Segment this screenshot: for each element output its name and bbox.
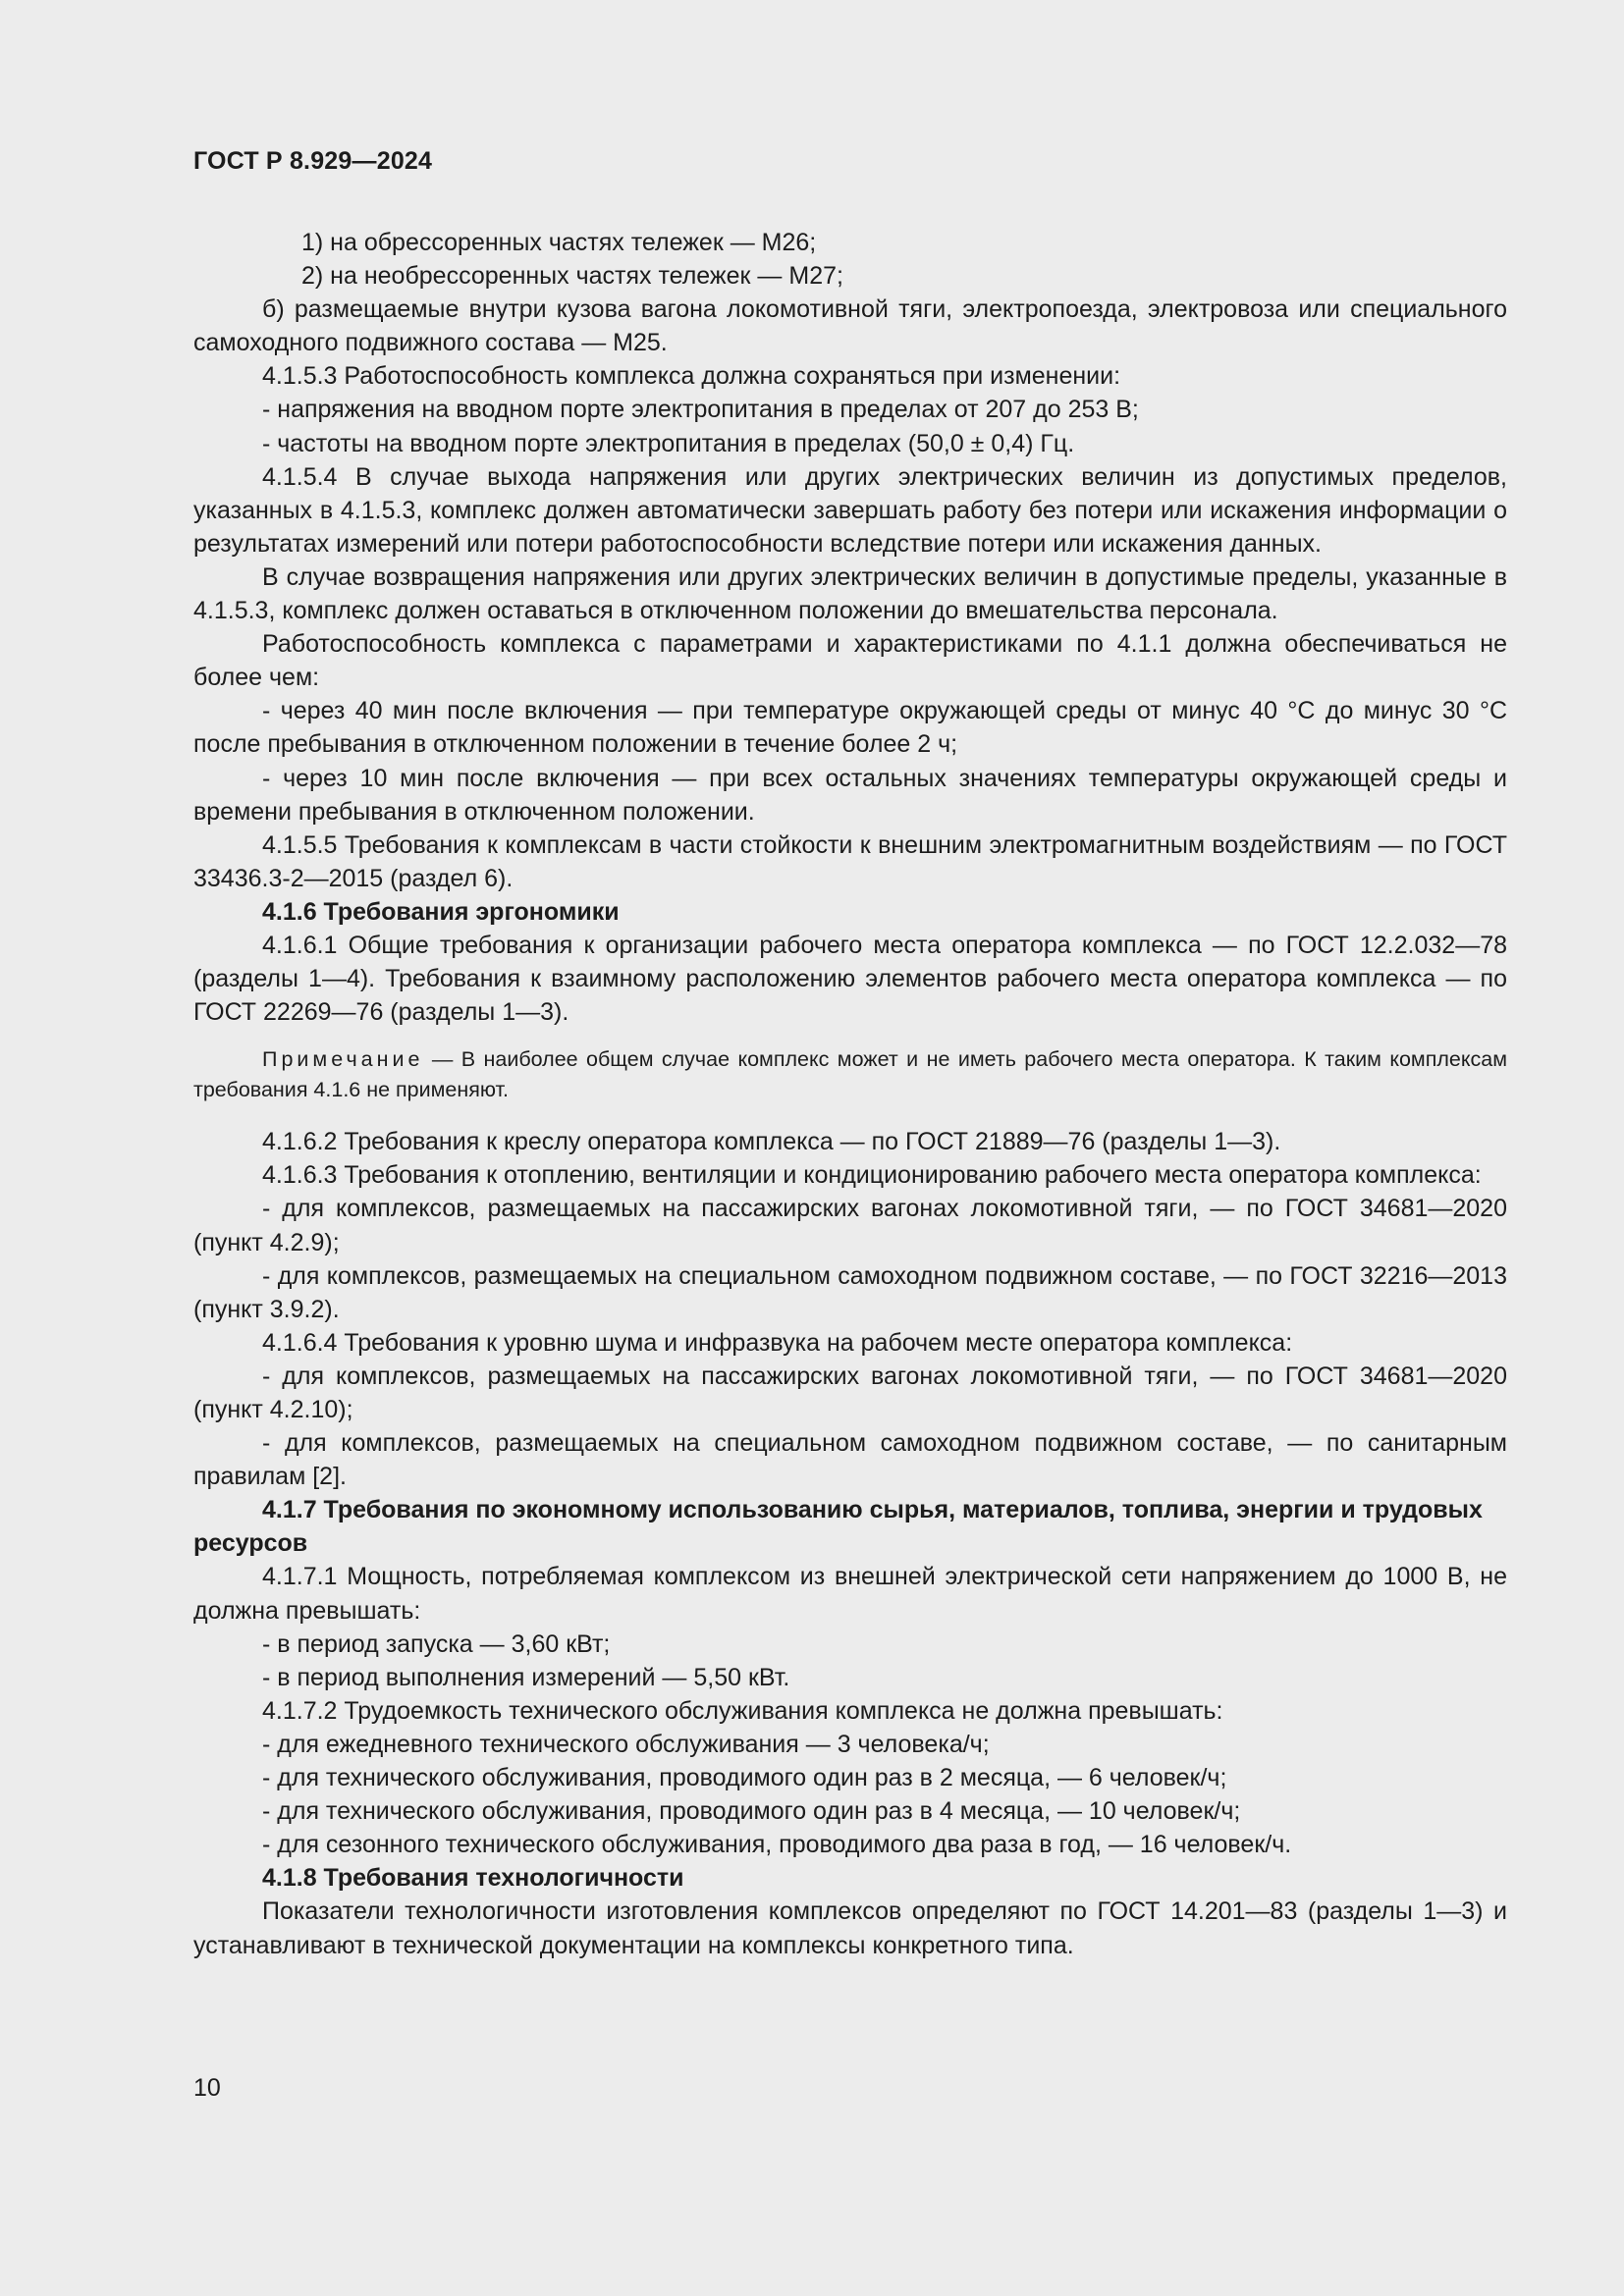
section-heading: 4.1.7 Требования по экономному использованию сырья, материалов, топлива, энергии и трудовых ресурсов [193,1496,1483,1558]
list-item: - в период запуска — 3,60 кВт; [262,1629,611,1658]
paragraph: Работоспособность комплекса с параметрами и характеристиками по 4.1.1 должна обеспечиваться не более чем: [193,630,1507,692]
note-paragraph [193,1044,1507,1105]
list-item: - через 40 мин после включения — при температуре окружающей среды от минус 40 °С до минус 30 °С после пребывания в отключенном положении в течение более 2 ч; [193,697,1507,759]
list-item: - для комплексов, размещаемых на специальном самоходном подвижном составе, — по санитарным правилам [2]. [193,1429,1507,1491]
list-item: - в период выполнения измерений — 5,50 кВт. [262,1663,790,1691]
note-label: Примечание [262,1047,424,1072]
list-item: - для технического обслуживания, проводимого один раз в 2 месяца, — 6 человек/ч; [262,1764,1227,1792]
list-item: - напряжения на вводном порте электропитания в пределах от 207 до 253 В; [262,396,1139,424]
paragraph: 4.1.6.2 Требования к креслу оператора комплекса — по ГОСТ 21889—76 (разделы 1—3). [262,1128,1281,1156]
sub-list-item: 1) на обрессоренных частях тележек — М26; [301,229,817,256]
list-item: - для ежедневного технического обслуживания — 3 человека/ч; [262,1730,990,1758]
section-heading: 4.1.6 Требования эргономики [262,897,620,926]
list-item: - для комплексов, размещаемых на пассажирских вагонах локомотивной тяги, — по ГОСТ 34681—2020 (пункт 4.2.9); [193,1195,1507,1256]
paragraph: 4.1.5.4 В случае выхода напряжения или других электрических величин из допустимых пределов, указанных в 4.1.5.3, комплекс должен автоматически завершать работу без потери или искажения информации о результатах измерений или потери работоспособности вследствие потери или искажения данных. [193,462,1507,558]
section-heading: 4.1.8 Требования технологичности [262,1864,684,1893]
paragraph: В случае возвращения напряжения или других электрических величин в допустимые пределы, указанные в 4.1.5.3, комплекс должен оставаться в отключенном положении до вмешательства персонала. [193,562,1507,625]
paragraph: 4.1.7.2 Трудоемкость технического обслуживания комплекса не должна превышать: [262,1696,1223,1725]
list-item: - частоты на вводном порте электропитания в пределах (50,0 ± 0,4) Гц. [262,429,1075,457]
paragraph: 4.1.5.5 Требования к комплексам в части стойкости к внешним электромагнитным воздействиям — по ГОСТ 33436.3-2—2015 (раздел 6). [193,830,1507,892]
list-item: - для комплексов, размещаемых на специальном самоходном подвижном составе, — по ГОСТ 32216—2013 (пункт 3.9.2). [193,1261,1507,1323]
document-header: ГОСТ Р 8.929—2024 [193,147,433,175]
paragraph: 4.1.6.3 Требования к отоплению, вентиляции и кондиционированию рабочего места оператора комплекса: [262,1161,1482,1190]
list-item: - для комплексов, размещаемых на пассажирских вагонах локомотивной тяги, — по ГОСТ 34681—2020 (пункт 4.2.10); [193,1362,1507,1423]
sub-list-item: 2) на необрессоренных частях тележек — М27; [301,262,843,291]
paragraph: 4.1.7.1 Мощность, потребляемая комплексом из внешней электрической сети напряжением до 1000 В, не должна превышать: [193,1563,1507,1625]
list-item: - для технического обслуживания, проводимого один раз в 4 месяца, — 10 человек/ч; [262,1797,1241,1826]
page-number: 10 [193,2074,221,2102]
paragraph: 4.1.6.4 Требования к уровню шума и инфразвука на рабочем месте оператора комплекса: [262,1328,1293,1357]
document-body [193,226,1507,1962]
paragraph: 4.1.5.3 Работоспособность комплекса должна сохраняться при изменении: [262,362,1121,391]
list-item: - для сезонного технического обслуживания, проводимого два раза в год, — 16 человек/ч. [262,1831,1292,1859]
paragraph: 4.1.6.1 Общие требования к организации рабочего места оператора комплекса — по ГОСТ 12.2.032—78 (разделы 1—4). Требования к взаимному расположению элементов рабочего места оператора комплекса — по ГОСТ 22269—76 (разделы 1—3). [193,931,1507,1027]
paragraph: Показатели технологичности изготовления комплексов определяют по ГОСТ 14.201—83 (разделы 1—3) и устанавливают в технической документации на комплексы конкретного типа. [193,1897,1507,1959]
note-text: — В наиболее общем случае комплекс может и не иметь рабочего места оператора. К таким комплексам требования 4.1.6 не применяют. [193,1047,1507,1102]
list-item: - через 10 мин после включения — при всех остальных значениях температуры окружающей среды и времени пребывания в отключенном положении. [193,764,1507,826]
paragraph: б) размещаемые внутри кузова вагона локомотивной тяги, электропоезда, электровоза или специального самоходного подвижного состава — М25. [193,295,1507,357]
